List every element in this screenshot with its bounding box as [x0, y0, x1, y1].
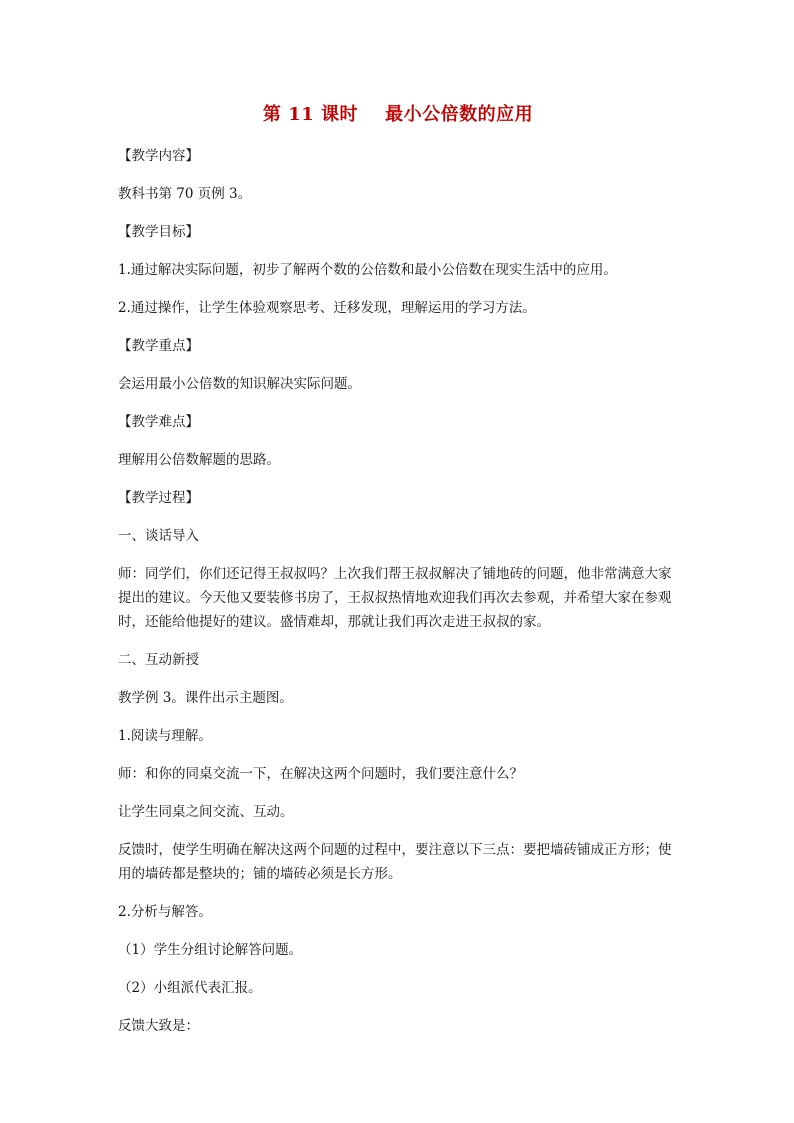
process-paragraph: 让学生同桌之间交流、互动。 — [118, 804, 294, 820]
process-paragraph: 教学例 3。课件出示主题图。 — [118, 690, 293, 706]
process-paragraph: 反馈时，使学生明确在解决这两个问题的过程中，要注意以下三点：要把墙砖铺成正方形；使用的墙砖都是整块的；铺的墙砖必须是长方形。 — [118, 842, 672, 882]
document-page — [118, 100, 678, 1052]
process-paragraph: （1）学生分组讨论解答问题。 — [118, 942, 303, 958]
difficulty-paragraph: 理解用公倍数解题的思路。 — [118, 452, 280, 468]
key-point-paragraph: 会运用最小公倍数的知识解决实际问题。 — [118, 376, 361, 392]
process-intro-paragraph: 师：同学们，你们还记得王叔叔吗？上次我们帮王叔叔解决了铺地砖的问题，他非常满意大家提出的建议。今天他又要装修书房了，王叔叔热情地欢迎我们再次去参观，并希望大家在参观时，还能给他提好的建议。盛情难却，那就让我们再次走进王叔叔的家。 — [118, 566, 672, 630]
process-step-intro-heading: 一、谈话导入 — [118, 528, 199, 544]
lesson-title: 第 11 课时 最小公倍数的应用 — [262, 104, 534, 125]
section-heading-key-points: 【教学重点】 — [118, 338, 199, 354]
process-paragraph: 2.分析与解答。 — [118, 904, 212, 920]
section-heading-content: 【教学内容】 — [118, 148, 199, 164]
section-heading-difficulties: 【教学难点】 — [118, 414, 199, 430]
process-paragraph: 师：和你的同桌交流一下，在解决这两个问题时，我们要注意什么？ — [118, 766, 523, 782]
process-paragraph: （2）小组派代表汇报。 — [118, 980, 262, 996]
goal-item-1: 1.通过解决实际问题，初步了解两个数的公倍数和最小公倍数在现实生活中的应用。 — [118, 262, 617, 278]
section-heading-goals: 【教学目标】 — [118, 224, 199, 240]
section-heading-process: 【教学过程】 — [118, 490, 199, 506]
content-paragraph: 教科书第 70 页例 3。 — [118, 186, 252, 202]
goal-item-2: 2.通过操作，让学生体验观察思考、迁移发现，理解运用的学习方法。 — [118, 300, 536, 316]
process-paragraph: 1.阅读与理解。 — [118, 728, 212, 744]
process-step-interactive-heading: 二、互动新授 — [118, 652, 199, 668]
process-paragraph: 反馈大致是： — [118, 1018, 199, 1034]
